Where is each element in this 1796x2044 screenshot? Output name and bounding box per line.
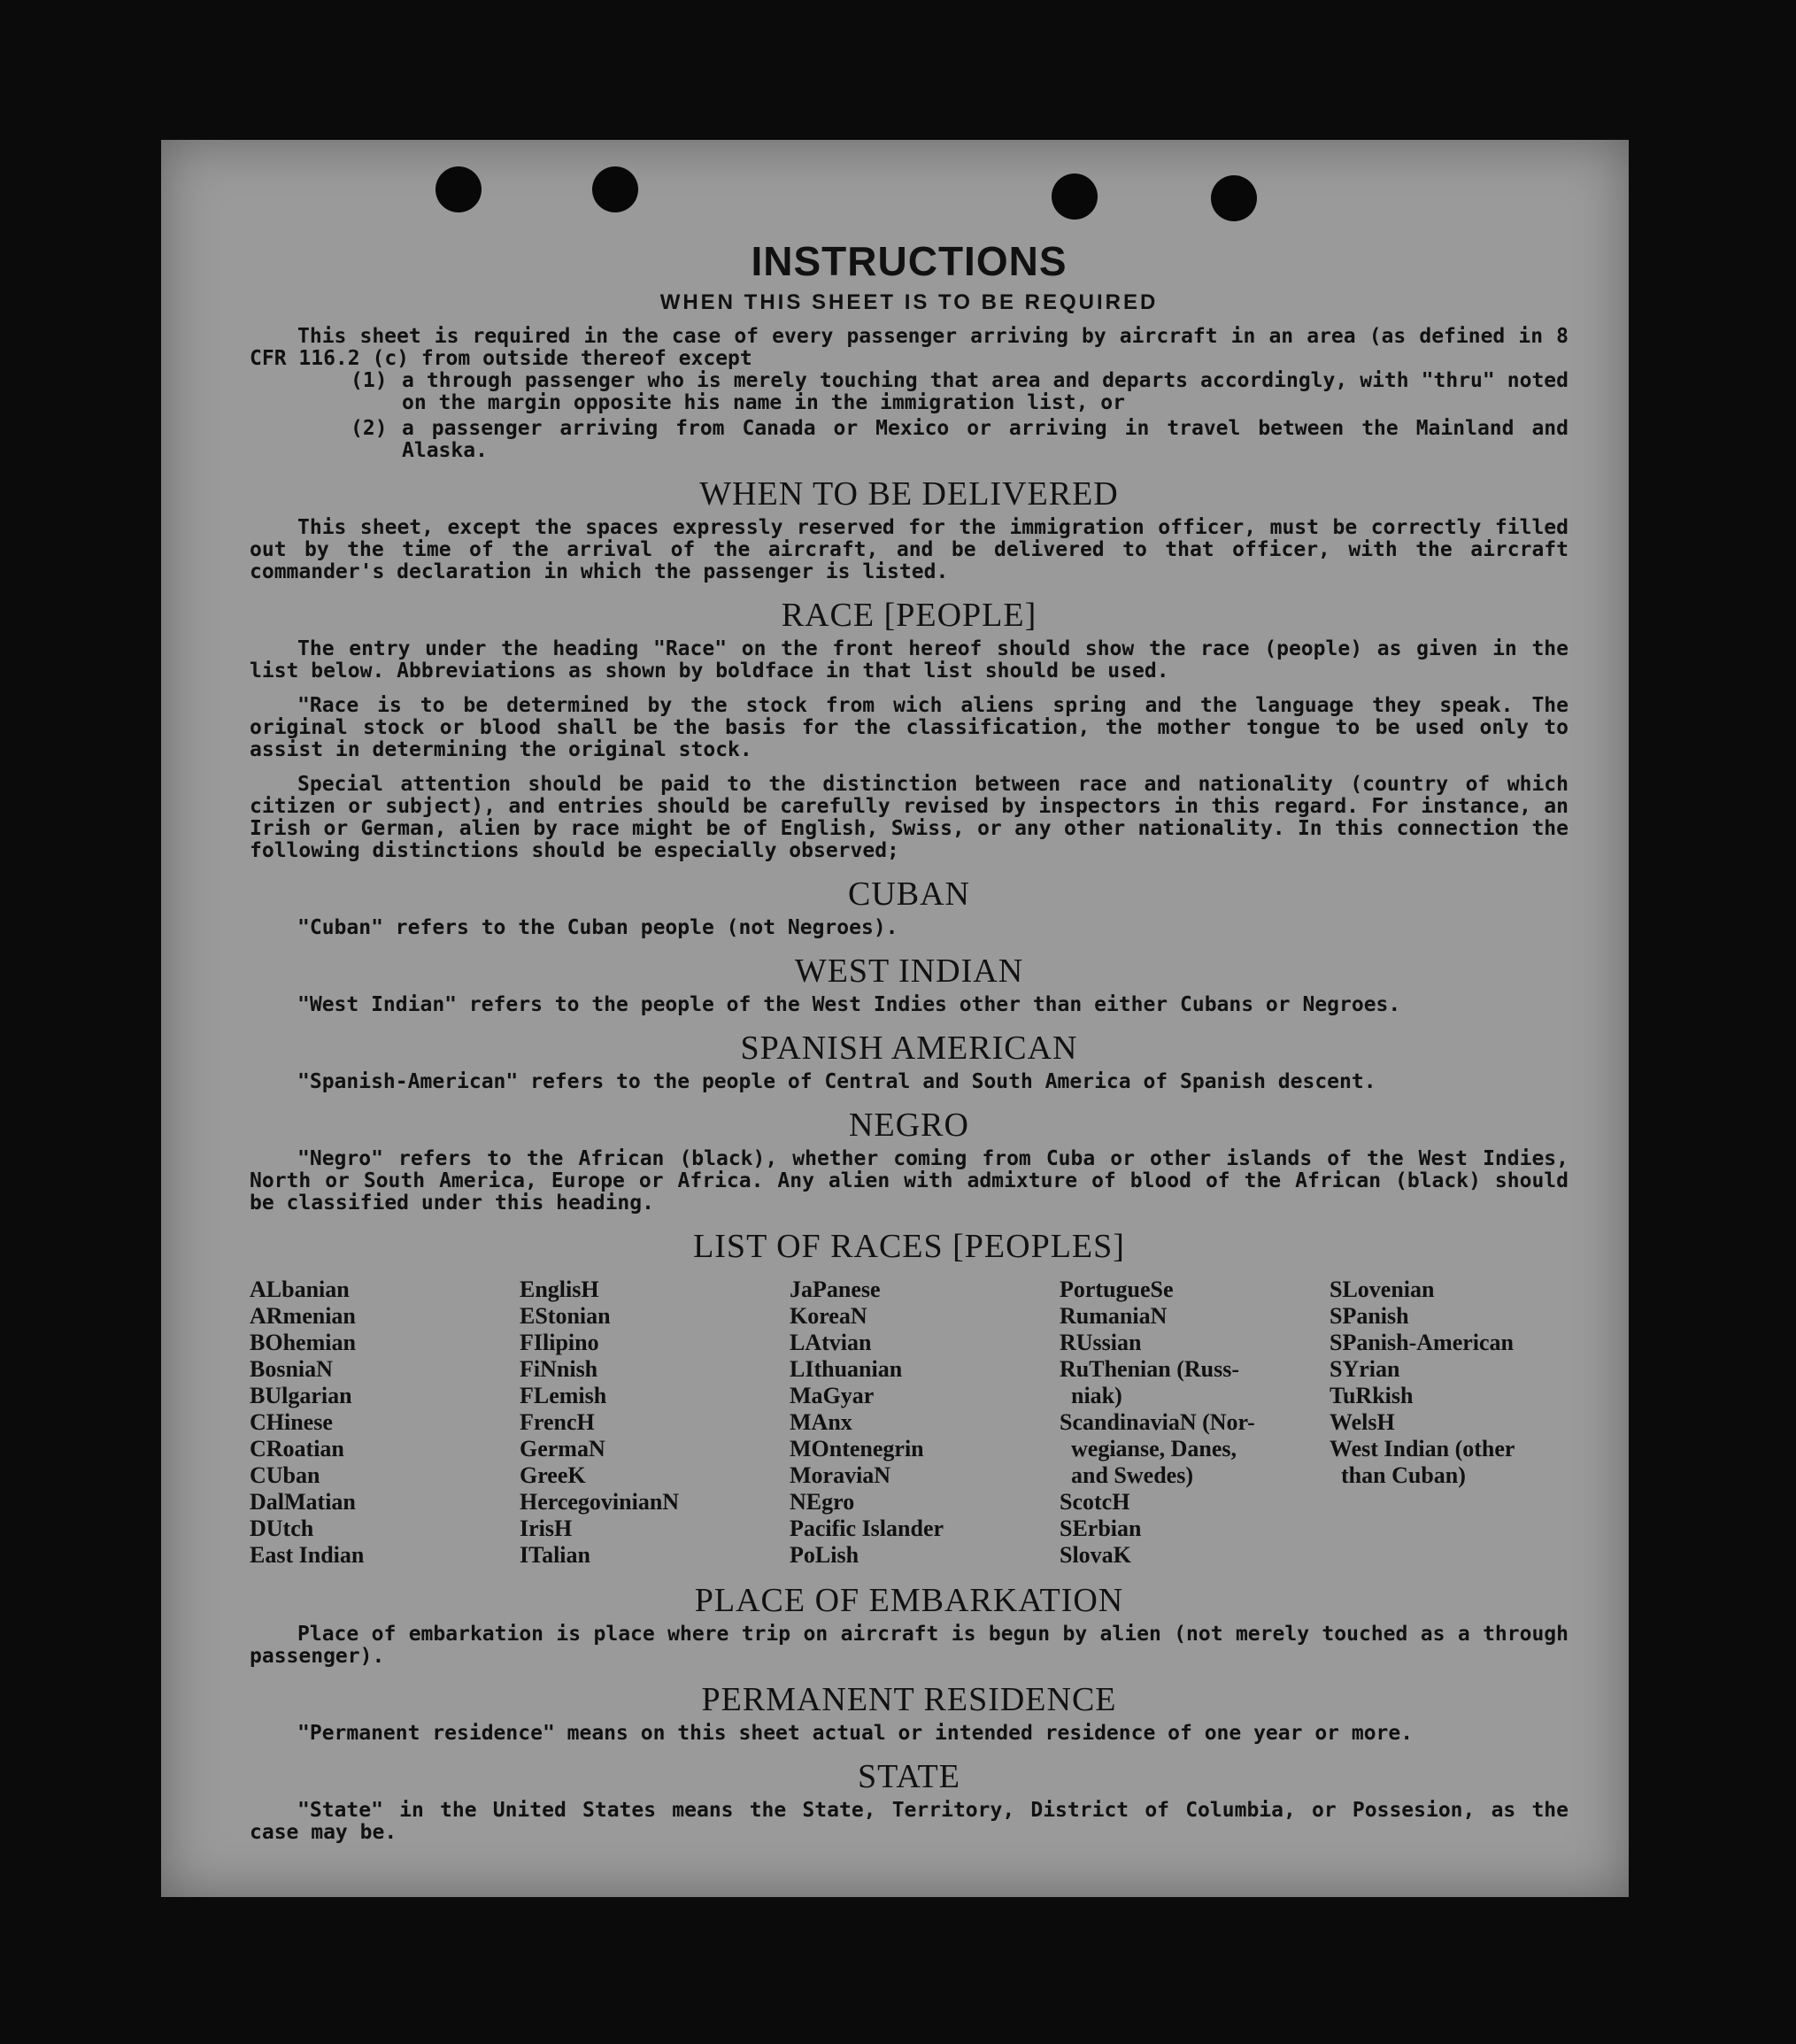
race-entry: ARmenian (250, 1303, 356, 1329)
race-entry: SYrian (1330, 1356, 1400, 1382)
exception-item (351, 418, 1569, 462)
races-column (1060, 1277, 1330, 1569)
race-entry: EStonian (520, 1303, 611, 1329)
section-heading-embarkation: PLACE OF EMBARKATION (694, 1582, 1124, 1619)
races-column (790, 1277, 1060, 1569)
race-entry: wegianse, Danes, (1060, 1436, 1237, 1462)
race-entry: ScandinaviaN (Nor- (1060, 1409, 1255, 1435)
section-heading-delivered: WHEN TO BE DELIVERED (699, 475, 1119, 513)
section-heading-race: RACE [PEOPLE] (781, 597, 1037, 634)
state-text: "State" in the United States means the State, Territory, District of Columbia, or Possesion, as the case may be. (250, 1799, 1569, 1844)
race-entry: FIlipino (520, 1330, 599, 1355)
section-heading-negro: NEGRO (849, 1107, 969, 1144)
negro-text: "Negro" refers to the African (black), whether coming from Cuba or other islands of the West Indies, North or South America, Europe or Africa. Any alien with admixture of blood of the African (black) should be classified under this heading. (250, 1147, 1569, 1215)
page-subtitle: WHEN THIS SHEET IS TO BE REQUIRED (659, 290, 1159, 314)
punch-hole (436, 166, 482, 212)
punch-hole (592, 166, 638, 212)
race-entry: GreeK (520, 1462, 586, 1488)
exception-number: (2) (351, 417, 388, 440)
race-entry: EnglisH (520, 1277, 599, 1302)
section-heading-list-of-races: LIST OF RACES [PEOPLES] (693, 1228, 1125, 1265)
race-entry: DalMatian (250, 1489, 356, 1515)
exception-item (351, 370, 1569, 414)
race-entry: RumaniaN (1060, 1303, 1168, 1329)
exception-number: (1) (351, 369, 388, 392)
race-entry: niak) (1060, 1383, 1122, 1408)
exception-text: a passenger arriving from Canada or Mexico or arriving in travel between the Mainland and Alaska. (402, 417, 1569, 462)
races-column (1330, 1277, 1569, 1569)
race-entry: SPanish-American (1330, 1330, 1514, 1355)
race-entry: and Swedes) (1060, 1462, 1193, 1488)
race-entry: SlovaK (1060, 1542, 1131, 1568)
race-entry: West Indian (other (1330, 1436, 1515, 1462)
races-column (520, 1277, 790, 1569)
race-entry: SPanish (1330, 1303, 1409, 1329)
race-entry: TuRkish (1330, 1383, 1414, 1408)
race-entry: LIthuanian (790, 1356, 903, 1382)
form-sheet (161, 140, 1629, 1897)
race-entry: FrencH (520, 1409, 595, 1435)
embarkation-text: Place of embarkation is place where trip on aircraft is begun by alien (not merely touched as a through passenger). (250, 1623, 1569, 1668)
race-entry: FLemish (520, 1383, 607, 1408)
race-entry: IrisH (520, 1516, 573, 1541)
race-entry: RuThenian (Russ- (1060, 1356, 1240, 1382)
race-entry: HercegovinianN (520, 1489, 680, 1515)
section-heading-cuban: CUBAN (847, 875, 971, 913)
exception-text: a through passenger who is merely touching that area and departs accordingly, with "thru" noted on the margin opposite his name in the immigration list, or (402, 369, 1569, 414)
race-entry: Pacific Islander (790, 1516, 944, 1541)
races-column (250, 1277, 520, 1569)
race-entry: WelsH (1330, 1409, 1395, 1435)
punch-hole (1211, 175, 1257, 221)
race-entry: ALbanian (250, 1277, 350, 1302)
race-entry: NEgro (790, 1489, 855, 1515)
race-entry: LAtvian (790, 1330, 872, 1355)
delivered-text: This sheet, except the spaces expressly reserved for the immigration officer, must be correctly filled out by the time of the arrival of the aircraft, and be delivered to that officer, with the aircraft commander's declaration in which the passenger is listed. (250, 516, 1569, 583)
race-entry: JaPanese (790, 1277, 881, 1302)
race-entry: ITalian (520, 1542, 590, 1568)
races-list (250, 1277, 1569, 1569)
section-heading-spanish-american: SPANISH AMERICAN (740, 1030, 1078, 1067)
race-entry: MOntenegrin (790, 1436, 924, 1462)
intro-text: This sheet is required in the case of every passenger arriving by aircraft in an area (as defined in 8 CFR 116.2 (c) from outside thereof except (250, 325, 1569, 370)
race-paragraph-1: The entry under the heading "Race" on the front hereof should show the race (people) as given in the list below. Abbreviations as shown by boldface in that list should be used. (250, 637, 1569, 683)
race-entry: BOhemian (250, 1330, 356, 1355)
page-title: INSTRUCTIONS (751, 238, 1068, 284)
race-entry: East Indian (250, 1542, 365, 1568)
race-entry: GermaN (520, 1436, 605, 1462)
race-entry: FiNnish (520, 1356, 598, 1382)
section-heading-residence: PERMANENT RESIDENCE (701, 1681, 1117, 1718)
punch-hole (1052, 174, 1098, 220)
west-indian-text: "West Indian" refers to the people of the West Indies other than either Cubans or Negroes. (297, 993, 1401, 1016)
race-entry: ScotcH (1060, 1489, 1130, 1515)
section-heading-state: STATE (858, 1758, 960, 1795)
race-entry: BosniaN (250, 1356, 333, 1382)
race-entry: MAnx (790, 1409, 852, 1435)
race-entry: than Cuban) (1330, 1462, 1466, 1488)
race-entry: CHinese (250, 1409, 333, 1435)
race-entry: CUban (250, 1462, 320, 1488)
spanish-american-text: "Spanish-American" refers to the people of Central and South America of Spanish descent. (297, 1070, 1376, 1093)
race-paragraph-3: Special attention should be paid to the distinction between race and nationality (country of which citizen or subject), and entries should be carefully revised by inspectors in this regard. For instance, an Irish or German, alien by race might be of English, Swiss, or any other nationality. In this connection the following distinctions should be especially observed; (250, 773, 1569, 862)
section-heading-west-indian: WEST INDIAN (794, 953, 1024, 990)
race-entry: BUlgarian (250, 1383, 352, 1408)
cuban-text: "Cuban" refers to the Cuban people (not Negroes). (297, 916, 898, 939)
race-entry: PortugueSe (1060, 1277, 1174, 1302)
race-paragraph-2: "Race is to be determined by the stock from wich aliens spring and the language they speak. The original stock or blood shall be the basis for the classification, the mother tongue to be used only to assist in determining the original stock. (250, 694, 1569, 761)
race-entry: SLovenian (1330, 1277, 1435, 1302)
race-entry: PoLish (790, 1542, 859, 1568)
race-entry: MaGyar (790, 1383, 875, 1408)
race-entry: DUtch (250, 1516, 314, 1541)
instructions-content (250, 237, 1569, 1844)
race-entry: KoreaN (790, 1303, 867, 1329)
race-entry: SErbian (1060, 1516, 1142, 1541)
race-entry: MoraviaN (790, 1462, 891, 1488)
residence-text: "Permanent residence" means on this sheet actual or intended residence of one year or more. (297, 1722, 1414, 1745)
race-entry: CRoatian (250, 1436, 344, 1462)
race-entry: RUssian (1060, 1330, 1142, 1355)
